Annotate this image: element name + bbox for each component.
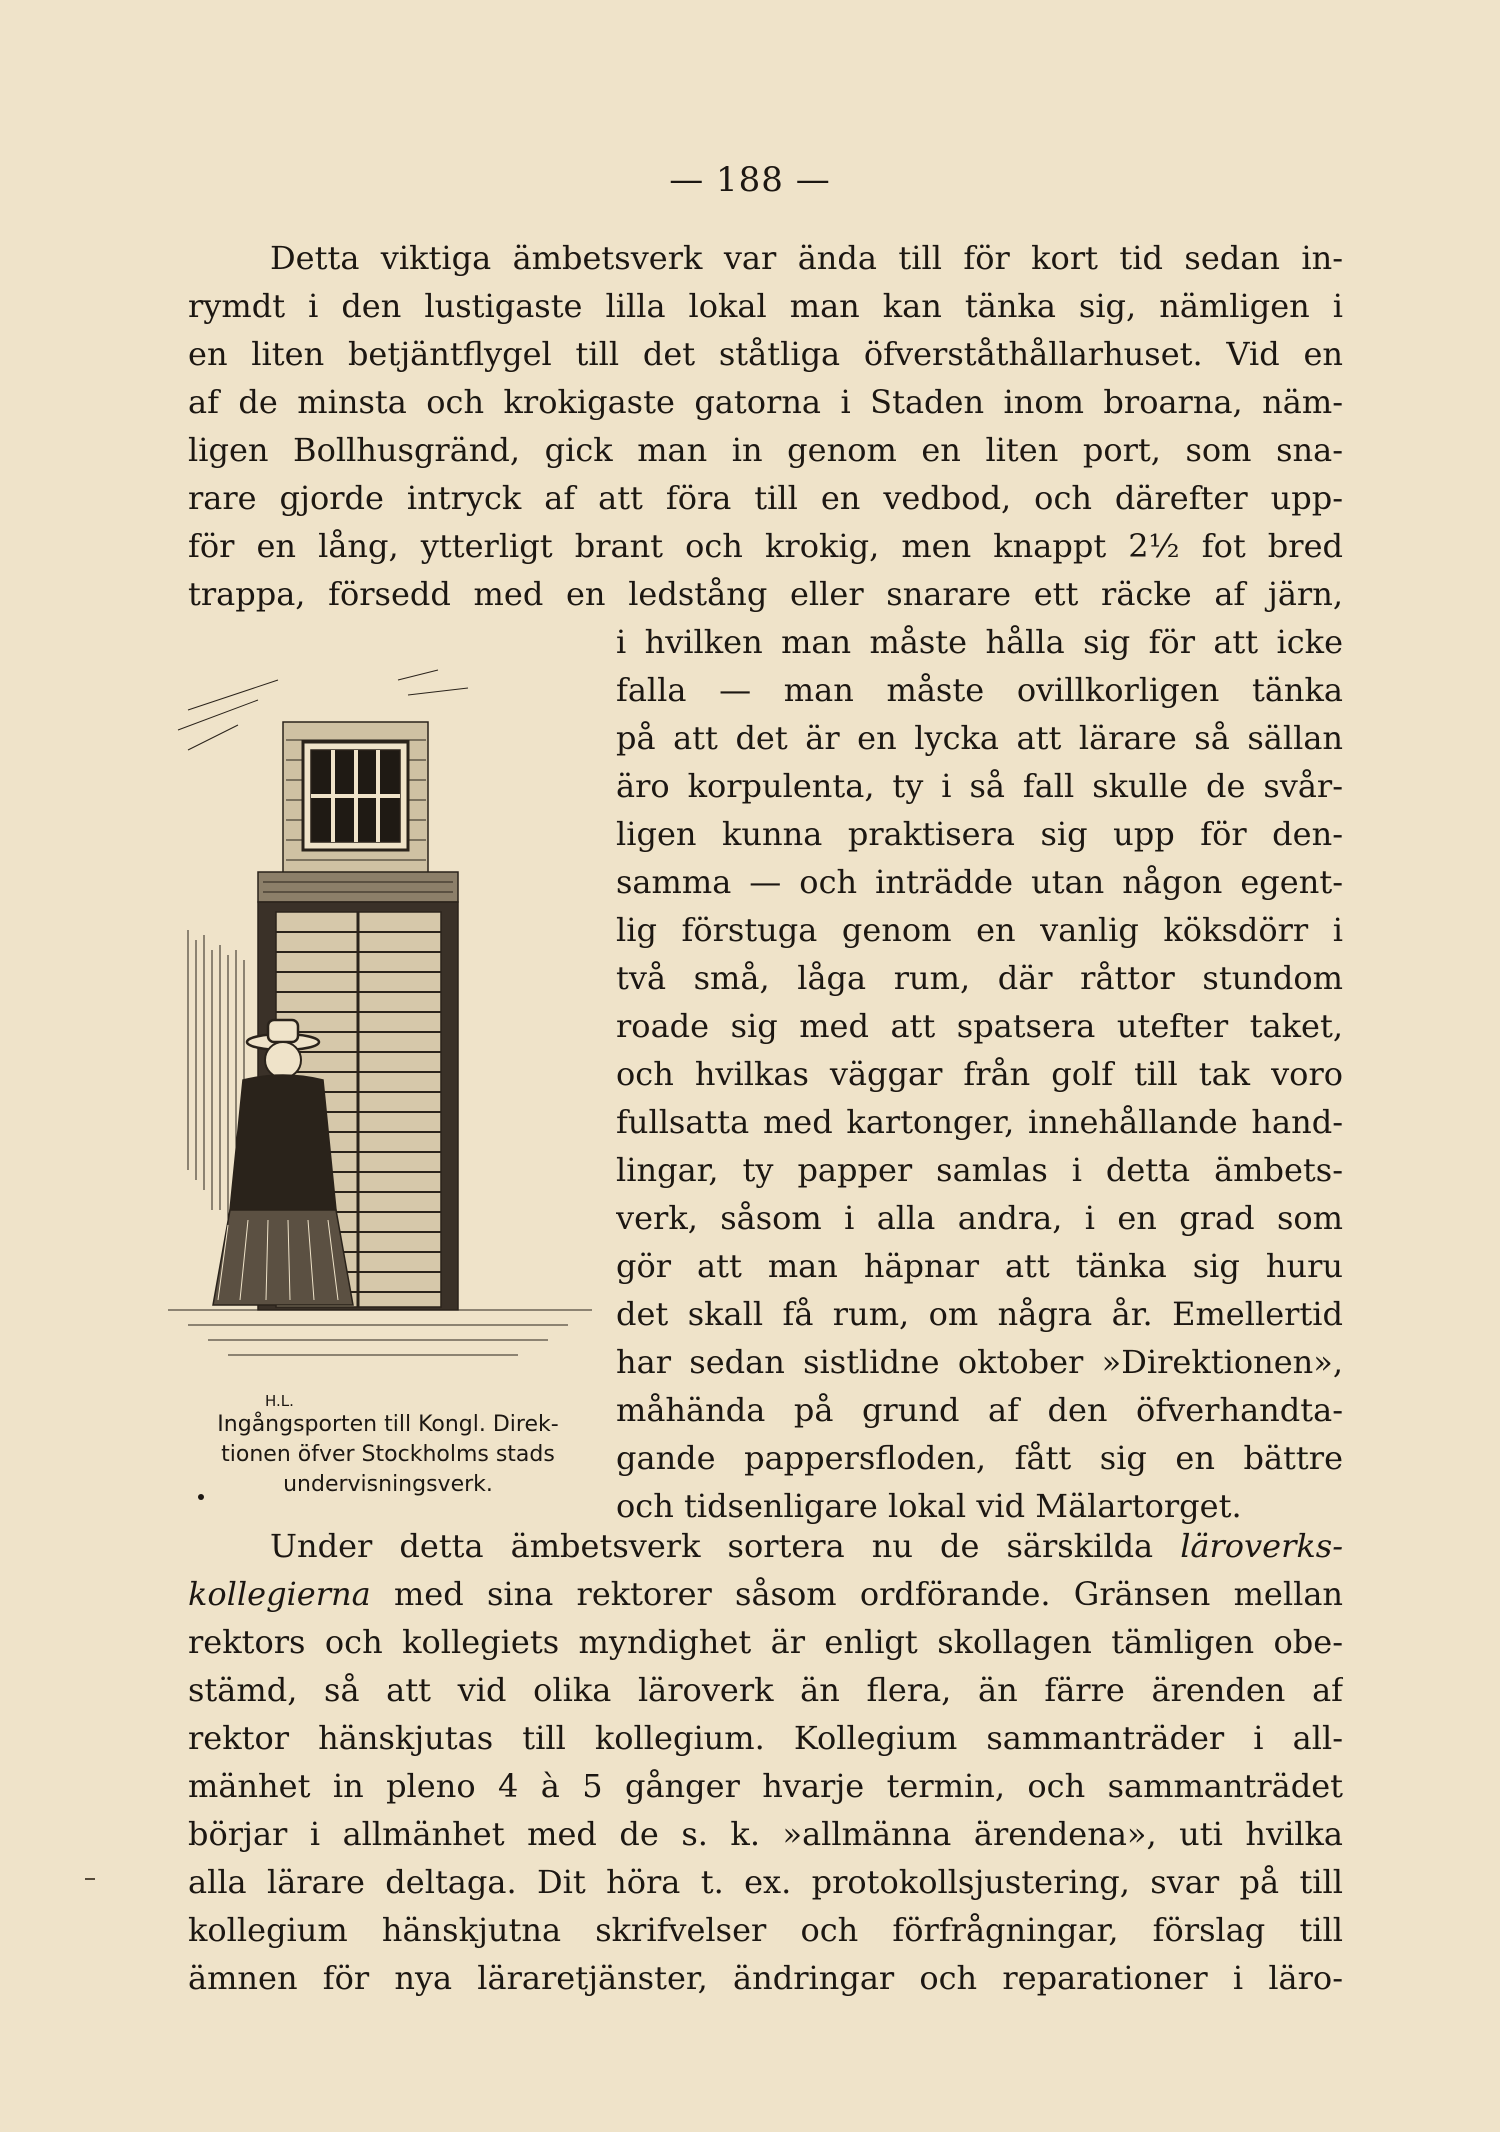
text-line: i hvilken man måste hålla sig för att icke (616, 623, 1343, 661)
text-line: kollegium hänskjutna skrifvelser och förfrågningar, förslag till (188, 1911, 1343, 1949)
paragraph-2 (188, 1522, 1343, 2002)
page-number: — 188 — (669, 160, 831, 200)
text-line: Detta viktiga ämbetsverk var ända till för kort tid sedan in- (270, 239, 1343, 277)
text-line: lig förstuga genom en vanlig köksdörr i (616, 911, 1343, 949)
caption-line: tionen öfver Stockholms stads (221, 1442, 555, 1467)
text-line: rektor hänskjutas till kollegium. Kollegium sammanträder i all- (188, 1719, 1343, 1757)
text-line: af de minsta och krokigaste gatorna i Staden inom broarna, näm- (188, 383, 1343, 421)
text-line: ligen kunna praktisera sig upp för den- (616, 815, 1343, 853)
doorway-illustration (168, 650, 592, 1378)
illustrator-credit: H.L. (265, 1392, 294, 1410)
text-line: har sedan sistlidne oktober »Direktionen», (616, 1343, 1343, 1381)
illustration-caption (168, 1410, 608, 1500)
text-line: verk, såsom i alla andra, i en grad som (616, 1199, 1343, 1237)
text-line: fullsatta med kartonger, innehållande hand- (616, 1103, 1343, 1141)
text-line: två små, låga rum, där råttor stundom (616, 959, 1343, 997)
caption-line: undervisningsverk. (283, 1472, 493, 1497)
italic-term: läroverks- (1180, 1527, 1343, 1565)
text-line: rare gjorde intryck af att föra till en vedbod, och därefter upp- (188, 479, 1343, 517)
text-line: och tidsenligare lokal vid Mälartorget. (616, 1487, 1242, 1525)
margin-mark (85, 1878, 95, 1880)
text-line: falla — man måste ovillkorligen tänka (616, 671, 1343, 709)
text-line: samma — och inträdde utan någon egent- (616, 863, 1343, 901)
text-line: äro korpulenta, ty i så fall skulle de svår- (616, 767, 1343, 805)
text-line: ligen Bollhusgränd, gick man in genom en liten port, som sna- (188, 431, 1343, 469)
paragraph-1-beside-illustration (616, 618, 1343, 1530)
text-line: stämd, så att vid olika läroverk än flera, än färre ärenden af (188, 1671, 1343, 1709)
paragraph-1-full-width (188, 234, 1343, 618)
text-line: alla lärare deltaga. Dit höra t. ex. protokollsjustering, svar på till (188, 1863, 1343, 1901)
text-line: och hvilkas väggar från golf till tak voro (616, 1055, 1343, 1093)
text-line: rymdt i den lustigaste lilla lokal man kan tänka sig, nämligen i (188, 287, 1343, 325)
caption-bullet-mark (198, 1494, 204, 1500)
text-line: trappa, försedd med en ledstång eller snarare ett räcke af järn, (188, 575, 1343, 613)
text-line: roade sig med att spatsera utefter taket, (616, 1007, 1343, 1045)
text-line: för en lång, ytterligt brant och krokig, men knappt 2½ fot bred (188, 527, 1343, 565)
text-line: mänhet in pleno 4 à 5 gånger hvarje termin, och sammanträdet (188, 1767, 1343, 1805)
text-line: Under detta ämbetsverk sortera nu de särskilda läroverks- (270, 1527, 1343, 1565)
text-line: måhända på grund af den öfverhandta- (616, 1391, 1343, 1429)
text-line: gande pappersfloden, fått sig en bättre (616, 1439, 1343, 1477)
text-line: rektors och kollegiets myndighet är enligt skollagen tämligen obe- (188, 1623, 1343, 1661)
text-line: det skall få rum, om några år. Emellertid (616, 1295, 1343, 1333)
italic-term: kollegierna (188, 1575, 371, 1613)
text-line: lingar, ty papper samlas i detta ämbets- (616, 1151, 1343, 1189)
text-line: en liten betjäntflygel till det ståtliga öfverståthållarhuset. Vid en (188, 335, 1343, 373)
text-line: gör att man häpnar att tänka sig huru (616, 1247, 1343, 1285)
text-line: börjar i allmänhet med de s. k. »allmänna ärendena», uti hvilka (188, 1815, 1343, 1853)
text-line: ämnen för nya läraretjänster, ändringar och reparationer i läro- (188, 1959, 1343, 1997)
text-line: kollegierna med sina rektorer såsom ordförande. Gränsen mellan (188, 1575, 1343, 1613)
text-line: på att det är en lycka att lärare så sällan (616, 719, 1343, 757)
caption-line: Ingångsporten till Kongl. Direk- (217, 1412, 559, 1437)
